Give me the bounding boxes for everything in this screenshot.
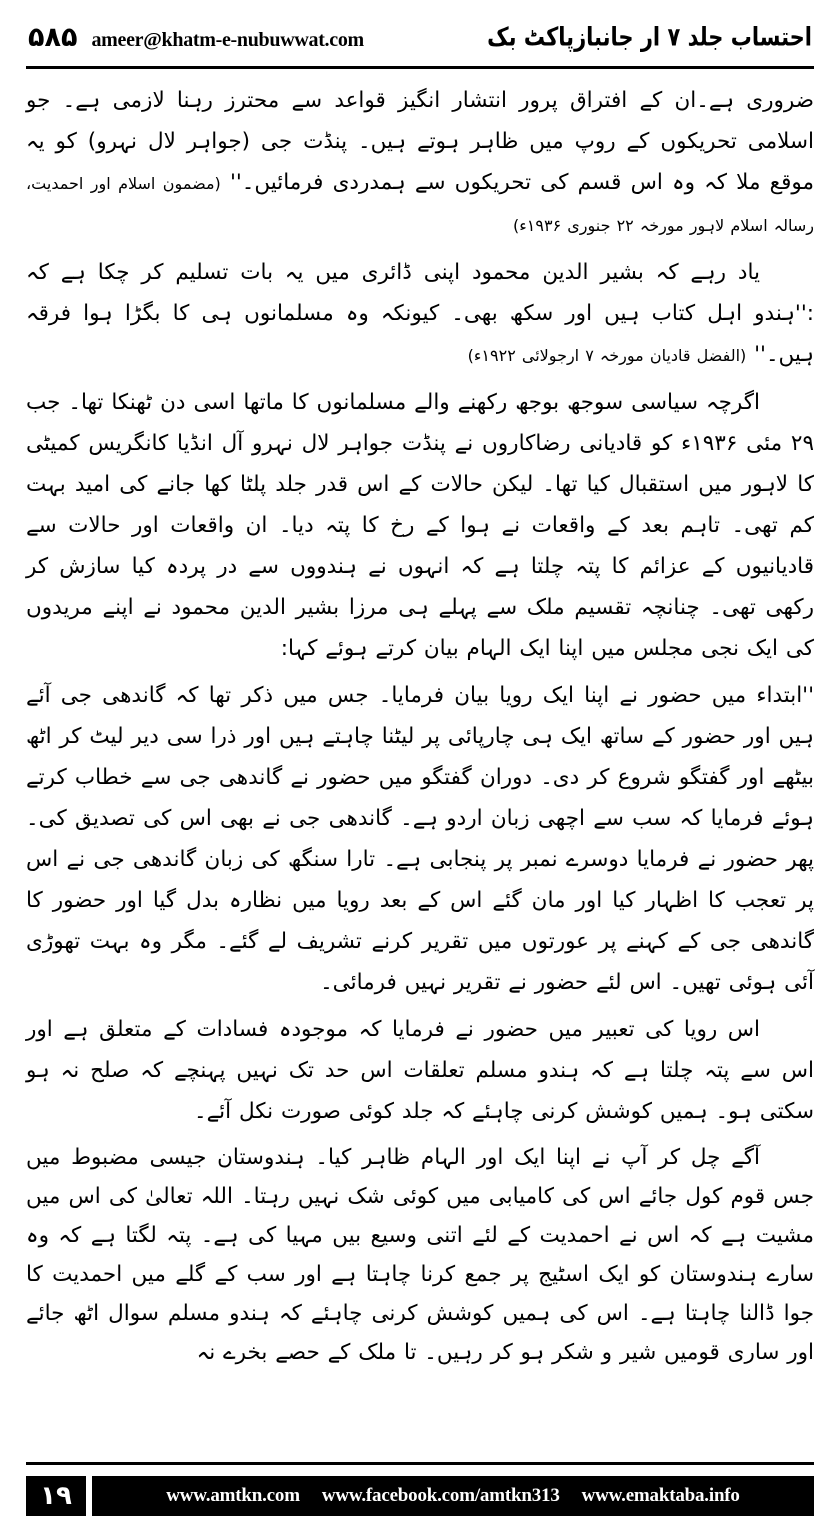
header-divider: [26, 66, 814, 69]
header-email-group: [28, 22, 364, 53]
page-header: [28, 14, 812, 60]
paragraph-5-text: اس رویا کی تعبیر میں حضور نے فرمایا کہ موجودہ فسادات کے متعلق ہے اور اس سے پتہ چلتا ہے کہ ہندو مسلم تعلقات اس حد تک نہیں پہنچے کہ صلح نہ ہو سکتی ہو۔ ہمیں کوشش کرنی چاہئے کہ جلد کوئی صورت نکل آئے۔: [26, 1017, 814, 1124]
paragraph-4: [26, 675, 814, 1003]
footer-link-amtkn[interactable]: www.amtkn.com: [166, 1485, 300, 1506]
paragraph-1-text: ضروری ہے۔ان کے افتراق پرور انتشار انگیز قواعد سے محترز رہنا لازمی ہے۔ جو اسلامی تحریکوں کے روپ میں ظاہر ہوتے ہیں۔ پنڈت جی (جواہر لال نہرو) کو یہ موقع ملا کہ وہ اس قسم کی تحریکوں سے ہمدردی فرمائیں۔'': [26, 88, 815, 195]
footer-link-emaktaba[interactable]: www.emaktaba.info: [581, 1485, 740, 1506]
paragraph-4-text: ''ابتداء میں حضور نے اپنا ایک رویا بیان فرمایا۔ جس میں ذکر تھا کہ گاندھی جی آئے ہیں اور حضور کے ساتھ ایک ہی چارپائی پر لیٹنا چاہتے ہیں اور ذرا سی دیر لیٹ کر اٹھ بیٹھے اور گفتگو شروع کر دی۔ دوران گفتگو میں حضور نے گاندھی جی سے خطاب کرتے ہوئے فرمایا کہ سب سے اچھی زبان اردو ہے۔ گاندھی جی نے بھی اس کی تصدیق کی۔ پھر حضور نے فرمایا دوسرے نمبر پر پنجابی ہے۔ تارا سنگھ کی زبان گاندھی جی نے اس پر تعجب کا اظہار کیا اور مان گئے اس کے بعد رویا میں نظارہ بدل گیا اور حضور کا گاندھی جی کے کہنے پر عورتوں میں تقریر کرنے تشریف لے گئے۔ مگر وہ بہت تھوڑی آئی ہوئی تھیں۔ اس لئے حضور نے تقریر نہیں فرمائی۔: [26, 683, 814, 995]
paragraph-2: [26, 252, 814, 376]
book-title: احتساب جلد ۷ ار جانبازپاکٹ بک: [487, 22, 812, 52]
footer-links: [92, 1476, 814, 1516]
paragraph-3-text: اگرچہ سیاسی سوجھ بوجھ رکھنے والے مسلمانوں کا ماتھا اسی دن ٹھنکا تھا۔ جب ۲۹ مئی ۱۹۳۶ء کو قادیانی رضاکاروں نے پنڈت جواہر لال نہرو آل انڈیا کانگریس کمیٹی کا لاہور میں استقبال کیا تھا۔ لیکن حالات کے اس قدر جلد پلٹا کھا جانے کی امید بہت کم تھی۔ تاہم بعد کے واقعات نے ہوا کے رخ کا پتہ دیا۔ ان واقعات اور حالات سے قادیانیوں کے عزائم کا پتہ چلتا ہے کہ انہوں نے ہندووں سے در پردہ کیا سازش کر رکھی تھی۔ چنانچہ تقسیم ملک سے پہلے ہی مرزا بشیر الدین محمود نے اپنے مریدوں کی ایک نجی مجلس میں اپنا ایک الہام بیان کرتے ہوئے کہا:: [26, 390, 814, 661]
footer-bar: [26, 1476, 814, 1516]
paragraph-2-reference: (الفضل قادیان مورخہ ۷ ارجولائی ۱۹۲۲ء): [467, 346, 747, 365]
paragraph-2-text: یاد رہے کہ بشیر الدین محمود اپنی ڈائری میں یہ بات تسلیم کر چکا ہے کہ :''ہندو اہل کتاب ہیں اور سکھ بھی۔ کیونکہ وہ مسلمانوں ہی کا بگڑا ہوا فرقہ ہیں۔'': [26, 260, 814, 367]
footer-page-number: ۱۹: [26, 1476, 86, 1516]
paragraph-5: [26, 1009, 814, 1132]
paragraph-1-reference: (مضمون اسلام اور احمدیت، رسالہ اسلام لاہور مورخہ ۲۲ جنوری ۱۹۳۶ء): [26, 174, 814, 235]
paragraph-6-text: آگے چل کر آپ نے اپنا ایک اور الہام ظاہر کیا۔ ہندوستان جیسی مضبوط میں جس قوم کول جائے اس کی کامیابی میں کوئی شک نہیں رہتا۔ اللہ تعالیٰ کی اس میں مشیت ہے کہ اس نے احمدیت کے لئے اتنی وسیع بیں مہیا کی ہے۔ پتہ لگتا ہے کہ وہ سارے ہندوستان کو ایک اسٹیج پر جمع کرنا چاہتا ہے اور سب کے گلے میں احمدیت کا جوا ڈالنا چاہتا ہے۔ اس کی ہمیں کوشش کرنی چاہئے کہ ہندو مسلم سوال اٹھ جائے اور ساری قومیں شیر و شکر ہو کر رہیں۔ تا ملک کے حصے بخرے نہ: [26, 1145, 814, 1365]
header-page-number: ۵۸۵: [28, 21, 78, 53]
footer-link-facebook[interactable]: www.facebook.com/amtkn313: [321, 1485, 560, 1506]
paragraph-6: [26, 1138, 814, 1372]
page-footer: [26, 1462, 814, 1520]
header-email: ameer@khatm-e-nubuwwat.com: [91, 28, 364, 51]
header-book-title-group: [487, 22, 812, 52]
paragraph-1: [26, 80, 814, 246]
paragraph-3: [26, 382, 814, 669]
page-body: [26, 80, 814, 1420]
footer-divider: [26, 1462, 814, 1465]
